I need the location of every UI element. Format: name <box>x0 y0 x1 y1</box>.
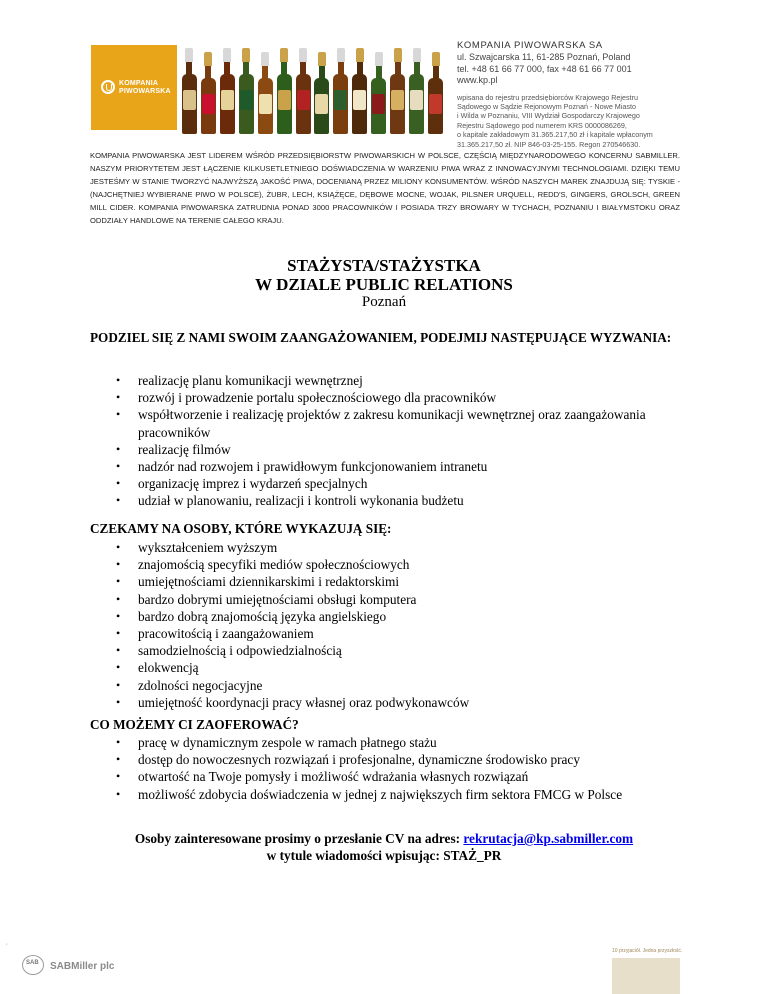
list-item: • znajomością specyfiki mediów społecznościowych <box>138 556 678 573</box>
recruitment-email-link[interactable]: rekrutacja@kp.sabmiller.com <box>463 831 634 846</box>
list-item: • umiejętność koordynacji pracy własnej oraz podwykonawców <box>138 694 678 711</box>
contact-line-2: w tytule wiadomości wpisując: STAŻ_PR <box>266 848 502 863</box>
list-item: • nadzór nad rozwojem i prawidłowym funkcjonowaniem intranetu <box>138 458 658 475</box>
sabmiller-logo-icon <box>22 955 44 975</box>
job-location: Poznań <box>361 294 407 310</box>
list-item: • współtworzenie i realizację projektów z zakresu komunikacji wewnętrznej oraz zaangażowania pracowników <box>138 406 658 440</box>
section-requirements-heading: CZEKAMY NA OSOBY, KTÓRE WYKAZUJĄ SIĘ: <box>90 521 392 536</box>
list-item: • otwartość na Twoje pomysły i możliwość wdrażania własnych rozwiązań <box>138 768 668 785</box>
section-offer-heading: CO MOŻEMY CI ZAOFEROWAĆ? <box>90 717 299 732</box>
list-item: • samodzielnością i odpowiedzialnością <box>138 642 678 659</box>
beer-bottle <box>258 52 273 134</box>
list-item: • pracowitością i zaangażowaniem <box>138 625 678 642</box>
registry-line: 31.365.217,50 zł. NIP 846-03-25-155. Regon 270546630. <box>457 139 641 149</box>
registry-line: o kapitale zakładowym 31.365.217,50 zł i kapitale wpłaconym <box>457 130 653 140</box>
sab-badge-text: SAB <box>26 960 39 966</box>
beer-bottle <box>409 48 424 134</box>
footer-decoration <box>612 958 680 994</box>
registry-line: i Wilda w Poznaniu, VIII Wydział Gospodarczy Krajowego <box>457 111 640 121</box>
contact-line-1 <box>0 830 768 847</box>
list-item: • organizację imprez i wydarzeń specjalnych <box>138 475 658 492</box>
logo-emblem-icon <box>101 80 115 94</box>
registry-line: wpisana do rejestru przedsiębiorców Krajowego Rejestru <box>457 92 638 102</box>
list-item: • pracę w dynamicznym zespole w ramach płatnego stażu <box>138 734 668 751</box>
list-item: • możliwość zdobycia doświadczenia w jednej z największych firm sektora FMCG w Polsce <box>138 786 668 803</box>
page-edge-mark: , <box>6 940 8 946</box>
beer-bottles-image <box>180 48 445 134</box>
company-phone: tel. +48 61 66 77 000, fax +48 61 66 77 001 <box>457 63 632 74</box>
list-item: • umiejętnościami dziennikarskimi i redaktorskimi <box>138 573 678 590</box>
challenges-list <box>138 372 658 510</box>
kompania-piwowarska-logo <box>91 45 177 130</box>
beer-bottle <box>239 48 254 134</box>
logo-line-2: PIWOWARSKA <box>119 88 171 95</box>
list-item: • zdolności negocjacyjne <box>138 677 678 694</box>
job-title-line-2: W DZIALE PUBLIC RELATIONS <box>255 275 513 294</box>
beer-bottle <box>333 48 348 134</box>
beer-bottle <box>296 48 311 134</box>
registry-line: Sądowego w Sądzie Rejonowym Poznań - Nowe Miasto <box>457 101 636 111</box>
footer-tagline: 10 przyjaciół. Jedna przyszłość. <box>612 948 683 954</box>
requirements-list <box>138 539 678 711</box>
beer-bottle <box>201 52 216 134</box>
company-name: KOMPANIA PIWOWARSKA SA <box>457 40 603 51</box>
logo-wordmark <box>119 80 171 96</box>
company-registry <box>457 93 653 149</box>
contact-prefix: Osoby zainteresowane prosimy o przesłanie CV na adres: <box>134 831 461 846</box>
company-info <box>457 40 653 149</box>
company-website: www.kp.pl <box>457 75 498 85</box>
company-intro: KOMPANIA PIWOWARSKA JEST LIDEREM WŚRÓD PRZEDSIĘBIORSTW PIWOWARSKICH W POLSCE, CZĘŚCIĄ MIĘDZYNARODOWEGO KONCERNU SABMILLER. NASZYM PRIORYTETEM JEST ŁĄCZENIE KILKUSETLETNIEGO DOŚWIADCZENIA W WARZENIU PIWA WRAZ Z INNOWACYJNYMI TECHNOLOGIAMI. DZIĘKI TEMU JESTEŚMY W STANIE TWORZYĆ NAJWYŻSZĄ JAKOŚĆ PIWA, DOCENIANĄ PRZEZ MILIONY KONSUMENTÓW. WŚRÓD NASZYCH MAREK ZNAJDUJĄ SIĘ: TYSKIE - (NAJCHĘTNIEJ WYBIERANE PIWO W POLSCE), ŻUBR, LECH, KSIĄŻĘCE, DĘBOWE MOCNE, WOJAK, PILSNER URQUELL, REDD'S, GINGERS, GROLSCH, GREEN MILL CIDER. KOMPANIA PIWOWARSKA ZATRUDNIA PONAD 3000 PRACOWNIKÓW I POSIADA TRZY BROWARY W TYCHACH, POZNANIU I BIAŁYMSTOKU ORAZ ODDZIAŁY HANDLOWE NA TERENIE CAŁEGO KRAJU. <box>90 151 680 225</box>
offer-list <box>138 734 668 803</box>
company-address: ul. Szwajcarska 11, 61-285 Poznań, Poland <box>457 52 631 62</box>
list-item: • udział w planowaniu, realizacji i kontroli wykonania budżetu <box>138 492 658 509</box>
beer-bottle <box>428 52 443 134</box>
beer-bottle <box>390 48 405 134</box>
section-challenges-heading: PODZIEL SIĘ Z NAMI SWOIM ZAANGAŻOWANIEM, PODEJMIJ NASTĘPUJĄCE WYZWANIA: <box>90 330 672 345</box>
list-item: • realizację planu komunikacji wewnętrznej <box>138 372 658 389</box>
list-item: • elokwencją <box>138 659 678 676</box>
list-item: • bardzo dobrymi umiejętnościami obsługi komputera <box>138 591 678 608</box>
list-item: • dostęp do nowoczesnych rozwiązań i profesjonalne, dynamiczne środowisko pracy <box>138 751 668 768</box>
list-item: • realizację filmów <box>138 441 658 458</box>
job-title-line-1: STAŻYSTA/STAŻYSTKA <box>287 256 481 275</box>
list-item: • rozwój i prowadzenie portalu społecznościowego dla pracowników <box>138 389 658 406</box>
beer-bottle <box>371 52 386 134</box>
beer-bottle <box>277 48 292 134</box>
list-item: • wykształceniem wyższym <box>138 539 678 556</box>
beer-bottle <box>220 48 235 134</box>
registry-line: Rejestru Sądowego pod numerem KRS 0000086269, <box>457 120 627 130</box>
beer-bottle <box>314 52 329 134</box>
list-item: • bardzo dobrą znajomością języka angielskiego <box>138 608 678 625</box>
beer-bottle <box>352 48 367 134</box>
sabmiller-name: SABMiller plc <box>50 961 115 972</box>
logo-line-1: KOMPANIA <box>119 80 159 87</box>
beer-bottle <box>182 48 197 134</box>
